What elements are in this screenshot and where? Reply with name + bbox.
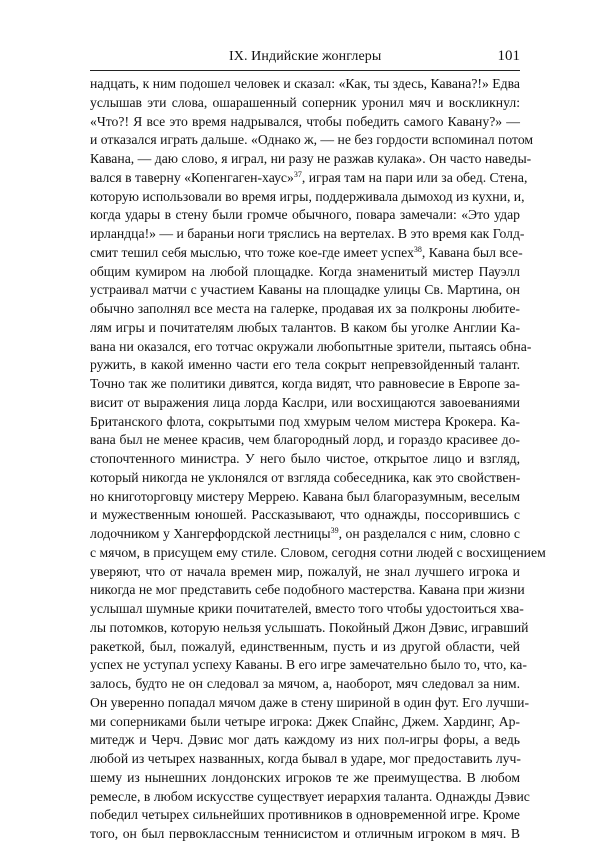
text-line: Британского флота, сокрытыми под хмурым челом мистера Крокера. Ка- — [90, 413, 520, 429]
text-line: залось, будто не он следовал за мячом, а, наоборот, мяч следовал за ним. — [90, 676, 520, 691]
text-line: того, он был первоклассным теннисистом и отличным игроком в мяч. В — [90, 826, 520, 841]
text-line: вана ни оказался, его тотчас окружали любопытные зрители, пытаясь обна- — [90, 338, 532, 354]
body-text — [90, 75, 546, 844]
text-line: лы потомков, которую нельзя услышать. Покойный Джон Дэвис, игравший — [90, 619, 529, 635]
text-line: но книготорговцу мистеру Меррею. Кавана был благоразумным, веселым — [90, 488, 520, 504]
text-line: и отказался играть дальше. «Однако ж, — не без гордости вспоминал потом — [90, 132, 534, 148]
text-line: Точно так же политики дивятся, когда видят, что равновесие в Европе за- — [90, 376, 520, 391]
text-line: и мужественным юношей. Рассказывают, что однажды, поссорившись с — [90, 507, 520, 523]
text-segment: , Кавана был все- — [421, 244, 523, 260]
footnote-marker: 37 — [293, 169, 302, 179]
text-line: Кавана, — даю слово, я играл, ни разу не разжав кулака». Он часто наведы- — [90, 151, 532, 166]
text-line: ракеткой, был, пожалуй, единственным, пусть и из другой области, чей — [90, 638, 520, 654]
text-line: общим кумиром на любой площадке. Когда знаменитый мистер Пауэлл — [90, 263, 520, 279]
footnote-marker: 39 — [330, 526, 339, 535]
text-segment: лодочником у Хангерфордской лестницы — [90, 526, 331, 541]
text-line — [90, 169, 528, 188]
text-segment: смит тешил себя мыслью, что тоже кое-где имеет успех — [90, 244, 414, 260]
text-line: обычно заполнял все места на галерке, продавая их за полкроны любите- — [90, 301, 520, 316]
text-segment: , он разделался с ним, словно с — [338, 526, 520, 541]
text-line: ремесле, в любом искусстве существует иерархия таланта. Однажды Дэвис — [90, 788, 530, 804]
text-line: вана был не менее красив, чем благородный лорд, и гораздо красивее до- — [90, 432, 520, 448]
text-line: шему из нынешних лондонских игроков те же преимущества. В любом — [90, 769, 520, 785]
text-line: победил четырех сильнейших противников в одновременной игре. Кроме — [90, 807, 520, 823]
text-line: «Что?! Я все это время надрывался, чтобы победить самого Кавану?» — — [90, 113, 520, 129]
text-line: устраивал матчи с участием Каваны на площадке улицы Св. Мартина, он — [90, 282, 520, 298]
text-line — [90, 525, 520, 544]
text-line: любой из четырех названных, когда бывал в ударе, мог предоставить луч- — [90, 751, 521, 766]
text-line: когда удары в стену были громче обычного, повара замечали: «Это удар — [90, 207, 520, 223]
text-segment: , играя там на пари или за обед. Стена, — [301, 169, 528, 185]
footnote-marker: 38 — [413, 244, 422, 254]
text-line: лям игры и почитателям любых талантов. В каком бы уголке Англии Ка- — [90, 319, 520, 335]
text-line: уверяют, что от начала времен мир, пожалуй, не знал лучшего игрока и — [90, 563, 520, 579]
text-line: стопочтенного министра. У него было чистое, открытое лицо и взгляд, — [90, 451, 520, 466]
text-line: ружить, в какой именно части его тела сокрыт непревзойденный талант. — [90, 357, 520, 373]
text-line: успех не уступал успеху Каваны. В его игре замечательно было то, что, ка- — [90, 657, 527, 673]
text-line: ми соперниками были четыре игрока: Джек Спайнс, Джем. Хардинг, Ар- — [90, 713, 520, 729]
chapter-title: IX. Индийские жонглеры — [229, 49, 382, 64]
page-number: 101 — [497, 48, 520, 64]
text-line: висит от выражения лица лорда Каслри, или восхищаются завоеваниями — [90, 394, 520, 410]
text-line: надцать, к ним подошел человек и сказал: «Как, ты здесь, Кавана?!» Едва — [90, 76, 520, 91]
text-segment: вался в таверну «Копенгаген-хаус» — [90, 169, 294, 185]
text-line: который никогда не уклонялся от взгляда собеседника, как это свойствен- — [90, 469, 521, 485]
header-rule — [90, 70, 520, 71]
text-line: Он уверенно попадал мячом даже в стену шириной в один фут. Его лучши- — [90, 694, 530, 710]
text-line: услышав эти слова, ошарашенный соперник уронил мяч и воскликнул: — [90, 94, 520, 110]
text-line: которую использовали во время игры, поддерживала дымоход из кухни, и, — [90, 188, 525, 204]
text-line: ирландца!» — и бараньи ноги тряслись на вертелах. В это время как Голд- — [90, 226, 525, 241]
text-line: митедж и Черч. Дэвис мог дать каждому из них пол-игры форы, а ведь — [90, 732, 520, 748]
text-line — [90, 244, 523, 263]
running-head — [90, 47, 520, 69]
text-line: с мячом, в присущем ему стиле. Словом, сегодня сотни людей с восхищением — [90, 544, 546, 560]
text-line: никогда не мог представить себе подобного мастерства. Кавана при жизни — [90, 582, 525, 598]
text-line: услышал шумные крики почитателей, вместо того чтобы удостоиться хва- — [90, 601, 524, 616]
